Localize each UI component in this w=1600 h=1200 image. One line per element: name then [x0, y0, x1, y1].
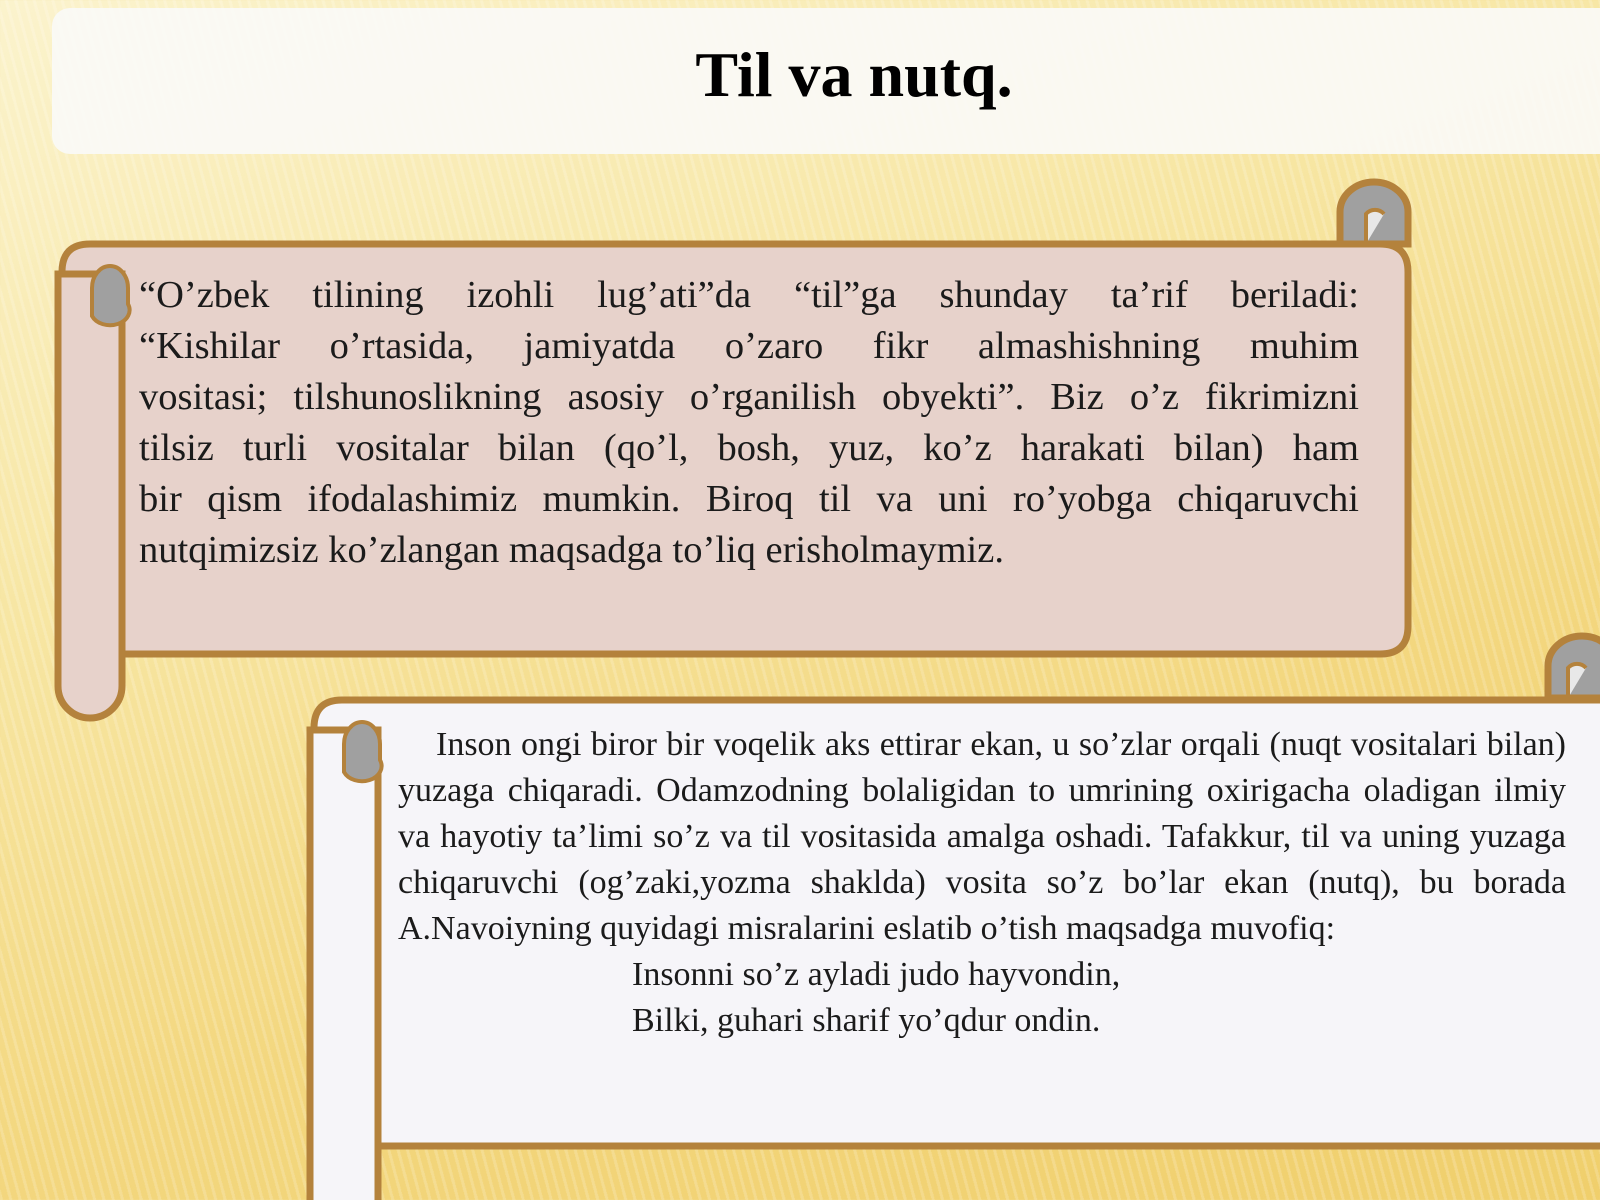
slide-title: Til va nutq.	[695, 39, 1013, 110]
scroll-bottom-left-roll	[310, 730, 378, 1200]
poem-line: Insonni so’z ayladi judo hayvondin,	[632, 956, 1121, 993]
scroll-top-line: nutqimizsiz ko’zlangan maqsadga to’liq erisholmaymiz.	[139, 529, 1004, 571]
scroll-top-line: vositasi; tilshunoslikning asosiy o’rganilish obyekti”. Biz o’z fikrimizni	[139, 376, 1359, 418]
scroll-top-left-curl	[92, 266, 130, 325]
scroll-top-left-roll	[58, 274, 122, 718]
scroll-top-line: “Kishilar o’rtasida, jamiyatda o’zaro fikr almashishning muhim	[139, 325, 1359, 367]
scroll-bottom-paragraph: Inson ongi biror bir voqelik aks ettirar ekan, u so’zlar orqali (nuqt vositalari bilan) yuzaga chiqaradi. Odamzodning bolaligidan to umrining oxirigacha oladigan ilmiy va hayotiy ta’limi so’z va til vositasida amalga oshadi. Tafakkur, til va uning yuzaga chiqaruvchi (og’zaki,yozma shaklda) vosita so’z bo’lar ekan (nutq), bu borada A.Navoiyning quyidagi misralarini eslatib o’tish maqsadga muvofiq:	[398, 726, 1566, 947]
scroll-top-text	[139, 270, 1359, 576]
scroll-top-line: “O’zbek tilining izohli lug’ati”da “til”ga shunday ta’rif beriladi:	[139, 274, 1359, 316]
poem-line: Bilki, guhari sharif yo’qdur ondin.	[632, 1002, 1101, 1039]
scroll-bottom-left-curl	[344, 722, 382, 781]
scroll-top-line: tilsiz turli vositalar bilan (qo’l, bosh, yuz, ko’z harakati bilan) ham	[139, 427, 1359, 469]
scroll-bottom-text	[398, 722, 1566, 1044]
navoi-poem	[398, 952, 1566, 1044]
scroll-top-line: bir qism ifodalashimiz mumkin. Biroq til va uni ro’yobga chiqaruvchi	[139, 478, 1359, 520]
